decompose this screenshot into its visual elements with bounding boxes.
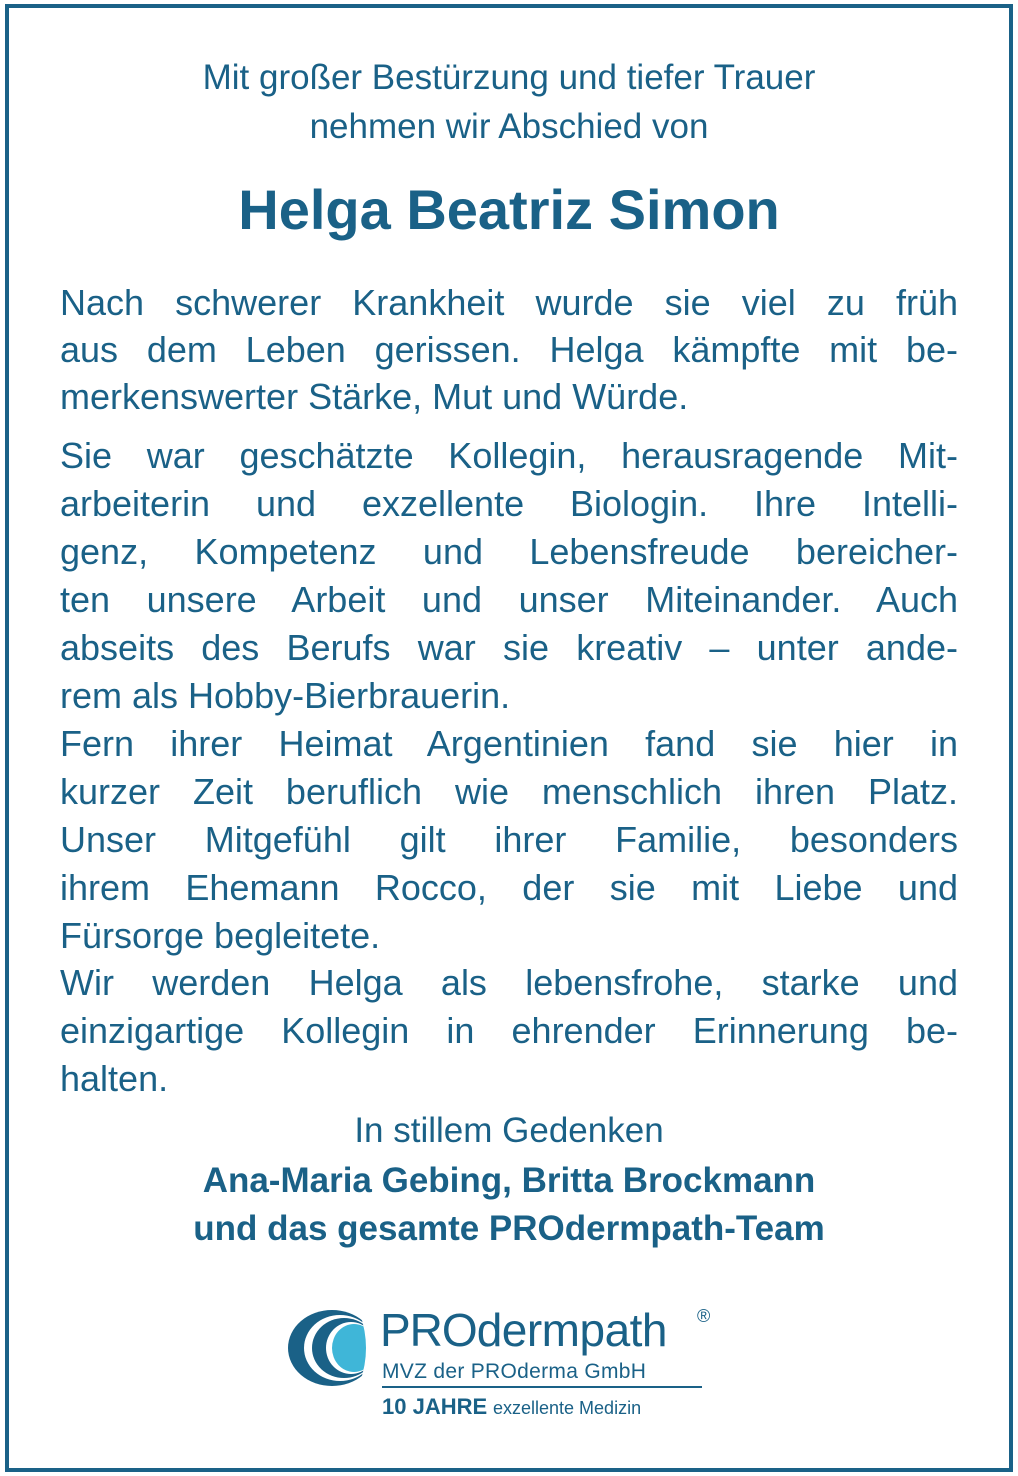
prodermpath-logo: [286, 1304, 726, 1424]
body-line: abseits des Berufs war sie kreativ – unter ande-: [60, 627, 958, 668]
logo-years: 10 JAHRE: [382, 1394, 488, 1419]
deceased-name: Helga Beatriz Simon: [238, 178, 780, 241]
body-line: ihrem Ehemann Rocco, der sie mit Liebe und: [60, 867, 958, 908]
body-line: kurzer Zeit beruflich wie menschlich ihren Platz.: [60, 771, 958, 812]
body-line: halten.: [60, 1058, 169, 1099]
body-line: arbeiterin und exzellente Biologin. Ihre Intelli-: [60, 483, 958, 524]
body-line: Nach schwerer Krankheit wurde sie viel zu früh: [60, 282, 958, 323]
intro-line-2: nehmen wir Abschied von: [309, 107, 709, 146]
body-line: Sie war geschätzte Kollegin, herausragende Mit-: [60, 435, 958, 476]
body-line: Wir werden Helga als lebensfrohe, starke und: [60, 962, 958, 1003]
logo-brand-name: [380, 1304, 667, 1356]
logo-brand-pro: PRO: [380, 1304, 477, 1356]
signatories-line-1: Ana-Maria Gebing, Britta Brockmann: [202, 1161, 816, 1200]
closing-phrase: In stillem Gedenken: [354, 1111, 664, 1150]
logo-tagline-text: exzellente Medizin: [493, 1398, 642, 1418]
body-line: Fern ihrer Heimat Argentinien fand sie hier in: [60, 723, 958, 764]
prodermpath-logo-mark-icon: [286, 1308, 378, 1388]
body-line: Unser Mitgefühl gilt ihrer Familie, besonders: [60, 819, 958, 860]
signatories-line-2: und das gesamte PROdermpath-Team: [193, 1209, 825, 1248]
body-line: merkenswerter Stärke, Mut und Würde.: [60, 376, 689, 417]
logo-subtitle: MVZ der PROderma GmbH: [382, 1360, 647, 1383]
body-line: Fürsorge begleitete.: [60, 915, 381, 956]
logo-brand-rest: dermpath: [476, 1304, 668, 1356]
logo-divider: [382, 1386, 702, 1388]
registered-mark: ®: [697, 1306, 711, 1326]
body-line: rem als Hobby-Bierbrauerin.: [60, 675, 511, 716]
intro-line-1: Mit großer Bestürzung und tiefer Trauer: [202, 58, 816, 97]
body-line: genz, Kompetenz und Lebensfreude bereicher-: [60, 531, 958, 572]
body-line: aus dem Leben gerissen. Helga kämpfte mit be-: [60, 329, 958, 370]
body-line: ten unsere Arbeit und unser Miteinander. Auch: [60, 579, 958, 620]
body-line: einzigartige Kollegin in ehrender Erinnerung be-: [60, 1010, 958, 1051]
logo-tagline: [382, 1394, 641, 1421]
